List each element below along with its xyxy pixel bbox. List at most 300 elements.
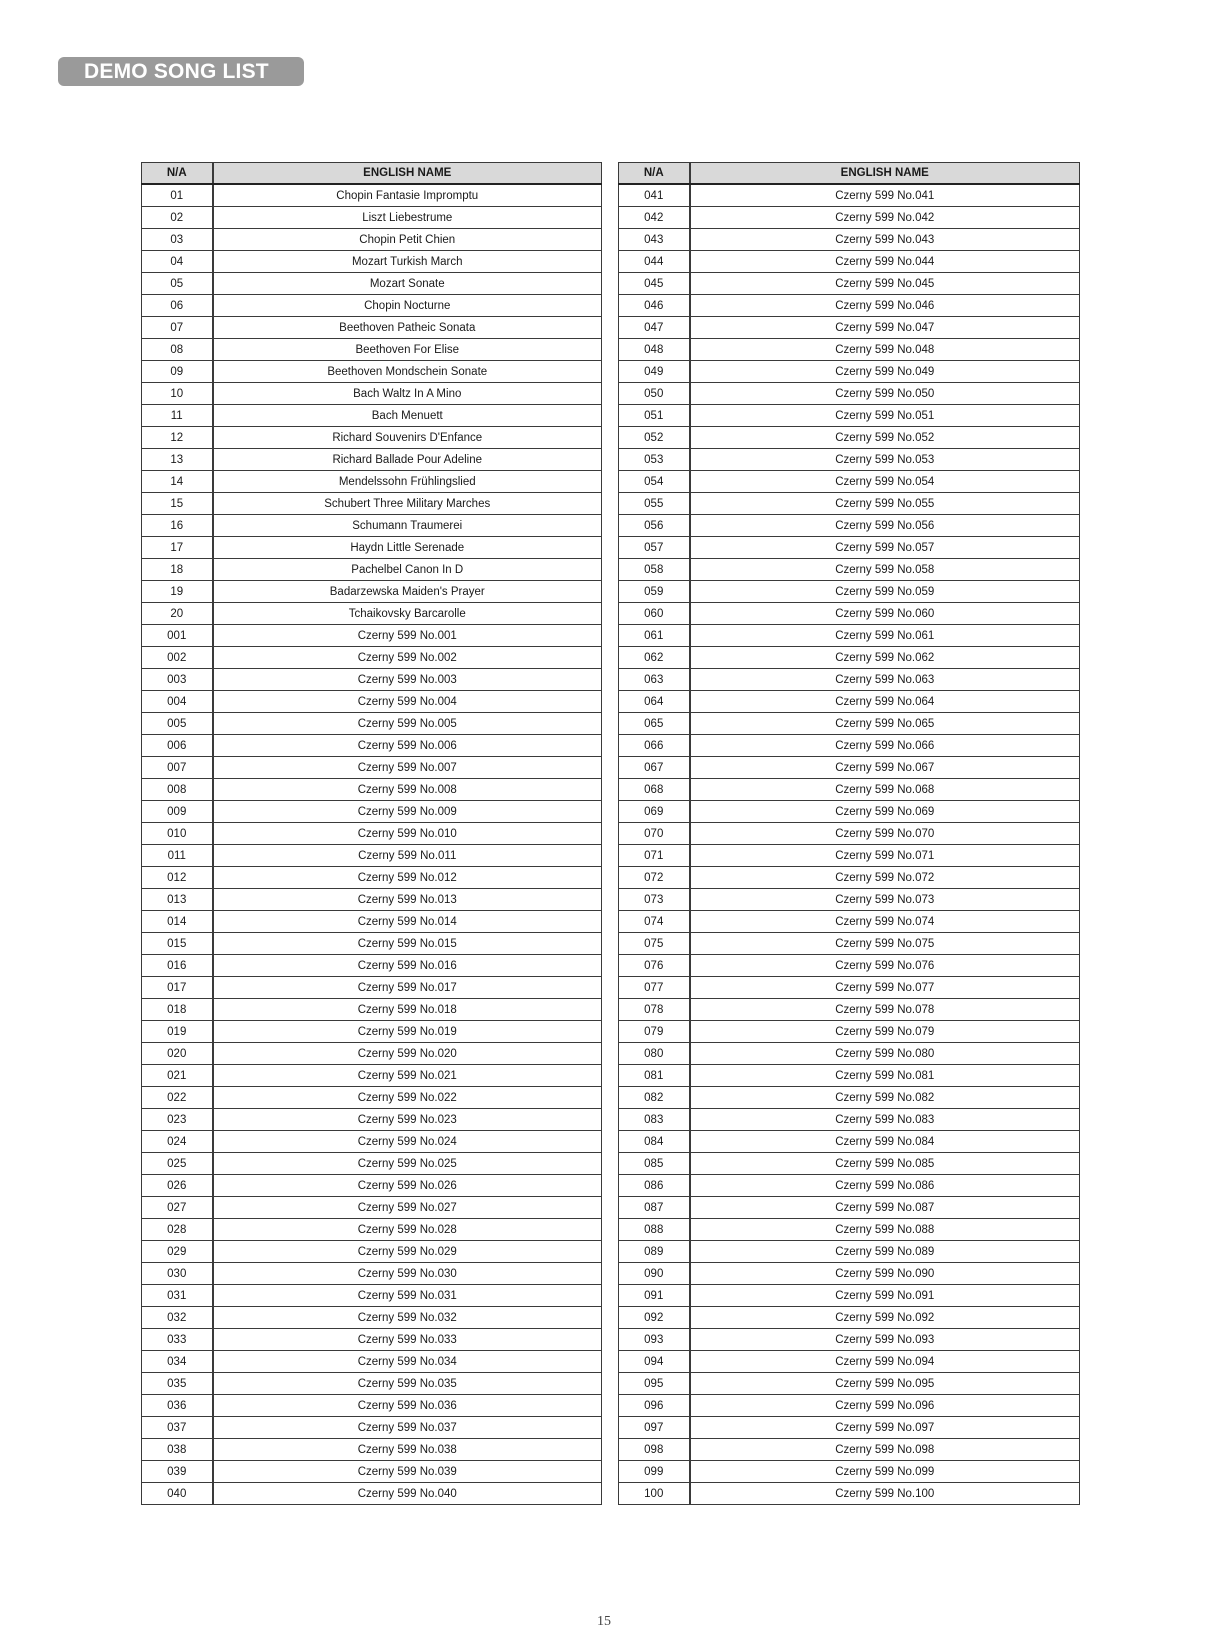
song-name: Czerny 599 No.030 [213,1263,602,1285]
table-row [142,1065,602,1087]
table-row [619,1307,1080,1329]
page-title: DEMO SONG LIST [58,57,304,86]
song-number: 011 [142,845,213,867]
song-name: Beethoven Mondschein Sonate [213,361,602,383]
song-name: Czerny 599 No.026 [213,1175,602,1197]
song-number: 098 [619,1439,690,1461]
table-row [142,1219,602,1241]
table-row [142,427,602,449]
table-row [142,845,602,867]
song-number: 08 [142,339,213,361]
song-number: 015 [142,933,213,955]
song-number: 059 [619,581,690,603]
song-number: 040 [142,1483,213,1505]
song-number: 014 [142,911,213,933]
table-header-row [619,163,1080,185]
song-name: Czerny 599 No.006 [213,735,602,757]
song-name: Czerny 599 No.095 [690,1373,1080,1395]
song-name: Czerny 599 No.100 [690,1483,1080,1505]
table-row [142,801,602,823]
song-number: 05 [142,273,213,295]
song-number: 021 [142,1065,213,1087]
song-name: Czerny 599 No.055 [690,493,1080,515]
song-number: 023 [142,1109,213,1131]
song-number: 030 [142,1263,213,1285]
table-row [142,1109,602,1131]
table-row [619,1153,1080,1175]
song-number: 064 [619,691,690,713]
table-row [619,823,1080,845]
song-number: 071 [619,845,690,867]
table-row [619,1087,1080,1109]
song-number: 06 [142,295,213,317]
song-name: Czerny 599 No.065 [690,713,1080,735]
song-number: 17 [142,537,213,559]
song-number: 055 [619,493,690,515]
song-number: 11 [142,405,213,427]
song-name: Czerny 599 No.047 [690,317,1080,339]
table-row [619,1395,1080,1417]
table-row [619,1351,1080,1373]
song-name: Czerny 599 No.048 [690,339,1080,361]
table-row [619,273,1080,295]
table-row [142,559,602,581]
song-number: 068 [619,779,690,801]
table-row [619,184,1080,207]
song-name: Haydn Little Serenade [213,537,602,559]
table-row [619,361,1080,383]
song-name: Czerny 599 No.019 [213,1021,602,1043]
song-name: Czerny 599 No.031 [213,1285,602,1307]
table-row [619,1065,1080,1087]
table-row [619,757,1080,779]
table-row [142,1241,602,1263]
song-name: Czerny 599 No.057 [690,537,1080,559]
song-number: 027 [142,1197,213,1219]
song-name: Czerny 599 No.061 [690,625,1080,647]
table-row [619,1043,1080,1065]
song-name: Czerny 599 No.037 [213,1417,602,1439]
song-name: Mozart Turkish March [213,251,602,273]
table-row [142,669,602,691]
song-name: Czerny 599 No.060 [690,603,1080,625]
song-number: 079 [619,1021,690,1043]
song-number: 018 [142,999,213,1021]
song-number: 15 [142,493,213,515]
song-name: Czerny 599 No.063 [690,669,1080,691]
song-number: 066 [619,735,690,757]
table-row [142,581,602,603]
song-name: Czerny 599 No.076 [690,955,1080,977]
song-name: Czerny 599 No.032 [213,1307,602,1329]
song-number: 047 [619,317,690,339]
song-name: Czerny 599 No.005 [213,713,602,735]
song-number: 022 [142,1087,213,1109]
table-row [619,801,1080,823]
song-name: Chopin Nocturne [213,295,602,317]
song-number: 081 [619,1065,690,1087]
song-number: 087 [619,1197,690,1219]
song-name: Czerny 599 No.023 [213,1109,602,1131]
song-name: Czerny 599 No.094 [690,1351,1080,1373]
table-row [142,493,602,515]
song-number: 04 [142,251,213,273]
song-name: Czerny 599 No.080 [690,1043,1080,1065]
song-name: Czerny 599 No.020 [213,1043,602,1065]
song-number: 035 [142,1373,213,1395]
song-name: Schumann Traumerei [213,515,602,537]
table-row [142,184,602,207]
song-number: 073 [619,889,690,911]
table-row [142,999,602,1021]
song-name: Czerny 599 No.021 [213,1065,602,1087]
song-number: 016 [142,955,213,977]
table-row [619,1109,1080,1131]
song-number: 003 [142,669,213,691]
table-row [142,889,602,911]
song-name: Czerny 599 No.070 [690,823,1080,845]
song-number: 084 [619,1131,690,1153]
song-name: Czerny 599 No.083 [690,1109,1080,1131]
song-number: 074 [619,911,690,933]
table-row [619,383,1080,405]
page-number: 15 [597,1614,611,1629]
song-number: 031 [142,1285,213,1307]
column-header-english-name: ENGLISH NAME [690,163,1080,185]
table-row [142,603,602,625]
song-number: 096 [619,1395,690,1417]
song-number: 097 [619,1417,690,1439]
song-name: Czerny 599 No.034 [213,1351,602,1373]
song-name: Czerny 599 No.075 [690,933,1080,955]
song-name: Czerny 599 No.051 [690,405,1080,427]
table-row [142,1263,602,1285]
table-row [142,1461,602,1483]
song-name: Czerny 599 No.085 [690,1153,1080,1175]
table-row [142,273,602,295]
song-number: 072 [619,867,690,889]
song-name: Czerny 599 No.022 [213,1087,602,1109]
song-number: 13 [142,449,213,471]
table-row [619,471,1080,493]
song-number: 054 [619,471,690,493]
song-number: 034 [142,1351,213,1373]
table-row [619,1373,1080,1395]
table-row [142,1329,602,1351]
song-number: 010 [142,823,213,845]
table-row [619,625,1080,647]
table-row [142,339,602,361]
song-number: 008 [142,779,213,801]
song-name: Pachelbel Canon In D [213,559,602,581]
song-name: Czerny 599 No.033 [213,1329,602,1351]
song-number: 037 [142,1417,213,1439]
table-row [619,295,1080,317]
song-number: 099 [619,1461,690,1483]
table-row [142,647,602,669]
song-name: Czerny 599 No.004 [213,691,602,713]
song-number: 16 [142,515,213,537]
song-table-left [141,162,602,1505]
table-row [619,1219,1080,1241]
song-name: Czerny 599 No.043 [690,229,1080,251]
song-number: 080 [619,1043,690,1065]
table-row [142,1373,602,1395]
song-number: 058 [619,559,690,581]
song-name: Beethoven For Elise [213,339,602,361]
song-number: 03 [142,229,213,251]
song-name: Czerny 599 No.098 [690,1439,1080,1461]
song-name: Czerny 599 No.071 [690,845,1080,867]
song-name: Czerny 599 No.049 [690,361,1080,383]
song-number: 013 [142,889,213,911]
table-row [142,1021,602,1043]
table-row [142,295,602,317]
song-number: 049 [619,361,690,383]
song-number: 024 [142,1131,213,1153]
song-number: 006 [142,735,213,757]
song-number: 056 [619,515,690,537]
table-row [619,449,1080,471]
table-row [619,999,1080,1021]
table-row [619,537,1080,559]
table-row [619,405,1080,427]
table-row [619,845,1080,867]
song-name: Czerny 599 No.040 [213,1483,602,1505]
song-name: Czerny 599 No.017 [213,977,602,999]
song-name: Czerny 599 No.038 [213,1439,602,1461]
song-number: 14 [142,471,213,493]
song-number: 039 [142,1461,213,1483]
song-number: 046 [619,295,690,317]
song-name: Czerny 599 No.082 [690,1087,1080,1109]
song-name: Czerny 599 No.050 [690,383,1080,405]
table-row [142,977,602,999]
song-number: 026 [142,1175,213,1197]
song-number: 041 [619,184,690,207]
column-header-number: N/A [142,163,213,185]
table-row [619,581,1080,603]
song-number: 090 [619,1263,690,1285]
table-row [619,1417,1080,1439]
song-number: 061 [619,625,690,647]
song-name: Czerny 599 No.067 [690,757,1080,779]
song-name: Czerny 599 No.011 [213,845,602,867]
song-name: Czerny 599 No.066 [690,735,1080,757]
table-row [619,1021,1080,1043]
table-row [619,713,1080,735]
song-name: Richard Souvenirs D'Enfance [213,427,602,449]
song-number: 038 [142,1439,213,1461]
song-name: Czerny 599 No.024 [213,1131,602,1153]
table-row [619,955,1080,977]
song-name: Czerny 599 No.045 [690,273,1080,295]
table-row [142,1351,602,1373]
song-name: Czerny 599 No.035 [213,1373,602,1395]
song-name: Badarzewska Maiden's Prayer [213,581,602,603]
song-number: 07 [142,317,213,339]
table-row [142,1197,602,1219]
table-row [619,207,1080,229]
song-table-left-body [142,184,602,1505]
song-name: Czerny 599 No.041 [690,184,1080,207]
table-row [619,559,1080,581]
song-name: Czerny 599 No.093 [690,1329,1080,1351]
song-number: 025 [142,1153,213,1175]
song-number: 091 [619,1285,690,1307]
song-number: 089 [619,1241,690,1263]
song-name: Czerny 599 No.092 [690,1307,1080,1329]
song-name: Czerny 599 No.001 [213,625,602,647]
song-name: Czerny 599 No.059 [690,581,1080,603]
table-row [619,1131,1080,1153]
song-name: Czerny 599 No.002 [213,647,602,669]
table-row [142,735,602,757]
song-number: 10 [142,383,213,405]
table-row [142,779,602,801]
song-name: Czerny 599 No.056 [690,515,1080,537]
song-name: Chopin Fantasie Impromptu [213,184,602,207]
song-name: Czerny 599 No.090 [690,1263,1080,1285]
song-number: 019 [142,1021,213,1043]
table-row [619,911,1080,933]
song-number: 085 [619,1153,690,1175]
song-name: Czerny 599 No.062 [690,647,1080,669]
song-name: Czerny 599 No.086 [690,1175,1080,1197]
song-name: Czerny 599 No.018 [213,999,602,1021]
table-row [142,1439,602,1461]
song-number: 076 [619,955,690,977]
song-number: 051 [619,405,690,427]
song-number: 029 [142,1241,213,1263]
table-row [142,383,602,405]
table-row [619,1329,1080,1351]
song-number: 004 [142,691,213,713]
table-row [142,1307,602,1329]
song-name: Czerny 599 No.044 [690,251,1080,273]
song-name: Czerny 599 No.064 [690,691,1080,713]
table-row [142,471,602,493]
song-name: Czerny 599 No.025 [213,1153,602,1175]
table-row [619,647,1080,669]
table-row [142,537,602,559]
song-number: 086 [619,1175,690,1197]
song-number: 067 [619,757,690,779]
song-number: 032 [142,1307,213,1329]
table-row [142,207,602,229]
table-row [619,515,1080,537]
table-row [142,933,602,955]
song-number: 01 [142,184,213,207]
song-name: Czerny 599 No.029 [213,1241,602,1263]
song-name: Czerny 599 No.097 [690,1417,1080,1439]
song-number: 002 [142,647,213,669]
song-number: 007 [142,757,213,779]
table-row [142,1483,602,1505]
song-number: 069 [619,801,690,823]
table-row [142,361,602,383]
table-row [142,625,602,647]
song-number: 09 [142,361,213,383]
song-number: 060 [619,603,690,625]
table-row [142,1285,602,1307]
table-row [142,867,602,889]
song-number: 075 [619,933,690,955]
song-table-right-body [619,184,1080,1505]
table-row [619,1263,1080,1285]
table-row [619,1197,1080,1219]
song-table-right [618,162,1080,1505]
song-name: Czerny 599 No.073 [690,889,1080,911]
column-header-number: N/A [619,163,690,185]
song-name: Czerny 599 No.014 [213,911,602,933]
song-name: Czerny 599 No.091 [690,1285,1080,1307]
song-name: Czerny 599 No.027 [213,1197,602,1219]
song-number: 094 [619,1351,690,1373]
table-row [142,1175,602,1197]
song-name: Czerny 599 No.054 [690,471,1080,493]
table-row [619,867,1080,889]
song-name: Bach Menuett [213,405,602,427]
song-name: Czerny 599 No.036 [213,1395,602,1417]
table-row [142,823,602,845]
song-number: 065 [619,713,690,735]
table-row [619,1461,1080,1483]
song-number: 033 [142,1329,213,1351]
song-name: Liszt Liebestrume [213,207,602,229]
table-row [619,339,1080,361]
song-name: Czerny 599 No.003 [213,669,602,691]
table-row [142,1395,602,1417]
table-row [619,1175,1080,1197]
song-number: 095 [619,1373,690,1395]
table-row [142,713,602,735]
song-name: Bach Waltz In A Mino [213,383,602,405]
song-number: 009 [142,801,213,823]
song-number: 057 [619,537,690,559]
song-name: Czerny 599 No.084 [690,1131,1080,1153]
song-name: Mozart Sonate [213,273,602,295]
song-name: Czerny 599 No.099 [690,1461,1080,1483]
song-name: Czerny 599 No.016 [213,955,602,977]
song-name: Czerny 599 No.081 [690,1065,1080,1087]
table-row [619,229,1080,251]
song-name: Czerny 599 No.078 [690,999,1080,1021]
song-number: 053 [619,449,690,471]
table-row [619,317,1080,339]
song-name: Czerny 599 No.012 [213,867,602,889]
table-row [619,933,1080,955]
table-row [619,691,1080,713]
song-name: Beethoven Patheic Sonata [213,317,602,339]
song-name: Czerny 599 No.087 [690,1197,1080,1219]
song-number: 062 [619,647,690,669]
song-name: Czerny 599 No.028 [213,1219,602,1241]
song-number: 092 [619,1307,690,1329]
song-number: 044 [619,251,690,273]
song-number: 048 [619,339,690,361]
song-number: 005 [142,713,213,735]
song-number: 083 [619,1109,690,1131]
table-row [142,405,602,427]
song-name: Czerny 599 No.046 [690,295,1080,317]
song-name: Czerny 599 No.069 [690,801,1080,823]
table-row [619,251,1080,273]
table-row [142,229,602,251]
song-name: Czerny 599 No.042 [690,207,1080,229]
song-name: Czerny 599 No.052 [690,427,1080,449]
song-name: Czerny 599 No.072 [690,867,1080,889]
